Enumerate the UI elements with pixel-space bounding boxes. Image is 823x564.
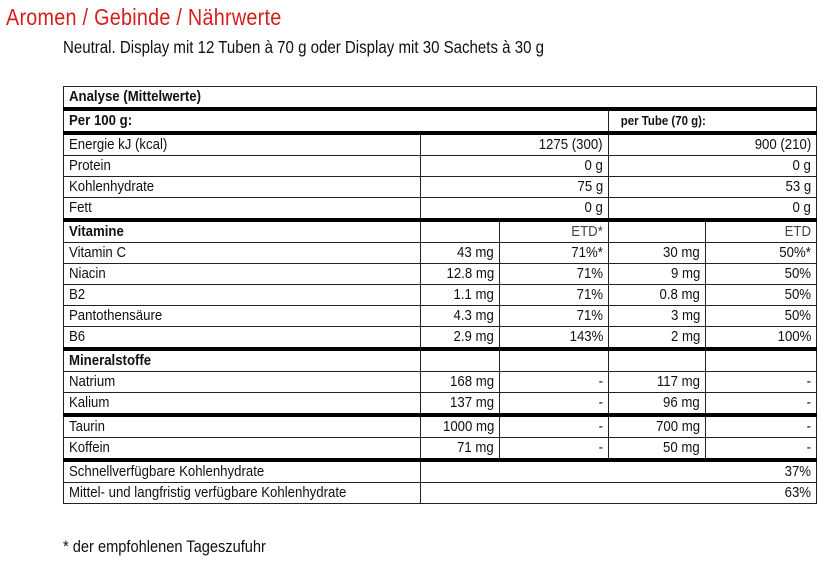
table-row: Kalium 137 mg - 96 mg - (64, 393, 817, 416)
table-row: Pantothensäure 4.3 mg 71% 3 mg 50% (64, 306, 817, 327)
analyse-header: Analyse (Mittelwerte) (64, 87, 817, 110)
table-row: B6 2.9 mg 143% 2 mg 100% (64, 327, 817, 350)
table-row: Protein 0 g 0 g (64, 156, 817, 177)
page-title: Aromen / Gebinde / Nährwerte (6, 4, 282, 30)
table-row: Niacin 12.8 mg 71% 9 mg 50% (64, 264, 817, 285)
vitamine-header: Vitamine (64, 220, 421, 243)
table-row: Kohlenhydrate 75 g 53 g (64, 177, 817, 198)
nutrition-table (63, 86, 817, 504)
pertube-header: per Tube (70 g): (609, 109, 817, 133)
table-row: Koffein 71 mg - 50 mg - (64, 438, 817, 461)
table-row: Fett 0 g 0 g (64, 198, 817, 221)
table-row: Natrium 168 mg - 117 mg - (64, 372, 817, 393)
table-row: Mittel- und langfristig verfügbare Kohlenhydrate 63% (64, 483, 817, 504)
table-row: Vitamin C 43 mg 71%* 30 mg 50%* (64, 243, 817, 264)
table-row (64, 349, 817, 372)
footnote: * der empfohlenen Tageszufuhr (63, 537, 266, 556)
table-row: Taurin 1000 mg - 700 mg - (64, 415, 817, 438)
table-row (64, 109, 817, 133)
table-row: Vitamine ETD* ETD (64, 220, 817, 243)
table-row: B2 1.1 mg 71% 0.8 mg 50% (64, 285, 817, 306)
per100-header: Per 100 g: (64, 109, 609, 133)
table-row: Schnellverfügbare Kohlenhydrate 37% (64, 460, 817, 483)
table-row: Energie kJ (kcal) 1275 (300) 900 (210) (64, 133, 817, 156)
product-subtitle: Neutral. Display mit 12 Tuben à 70 g oder Display mit 30 Sachets à 30 g (63, 37, 545, 57)
mineralstoffe-header: Mineralstoffe (64, 349, 421, 372)
table-row (64, 87, 817, 110)
